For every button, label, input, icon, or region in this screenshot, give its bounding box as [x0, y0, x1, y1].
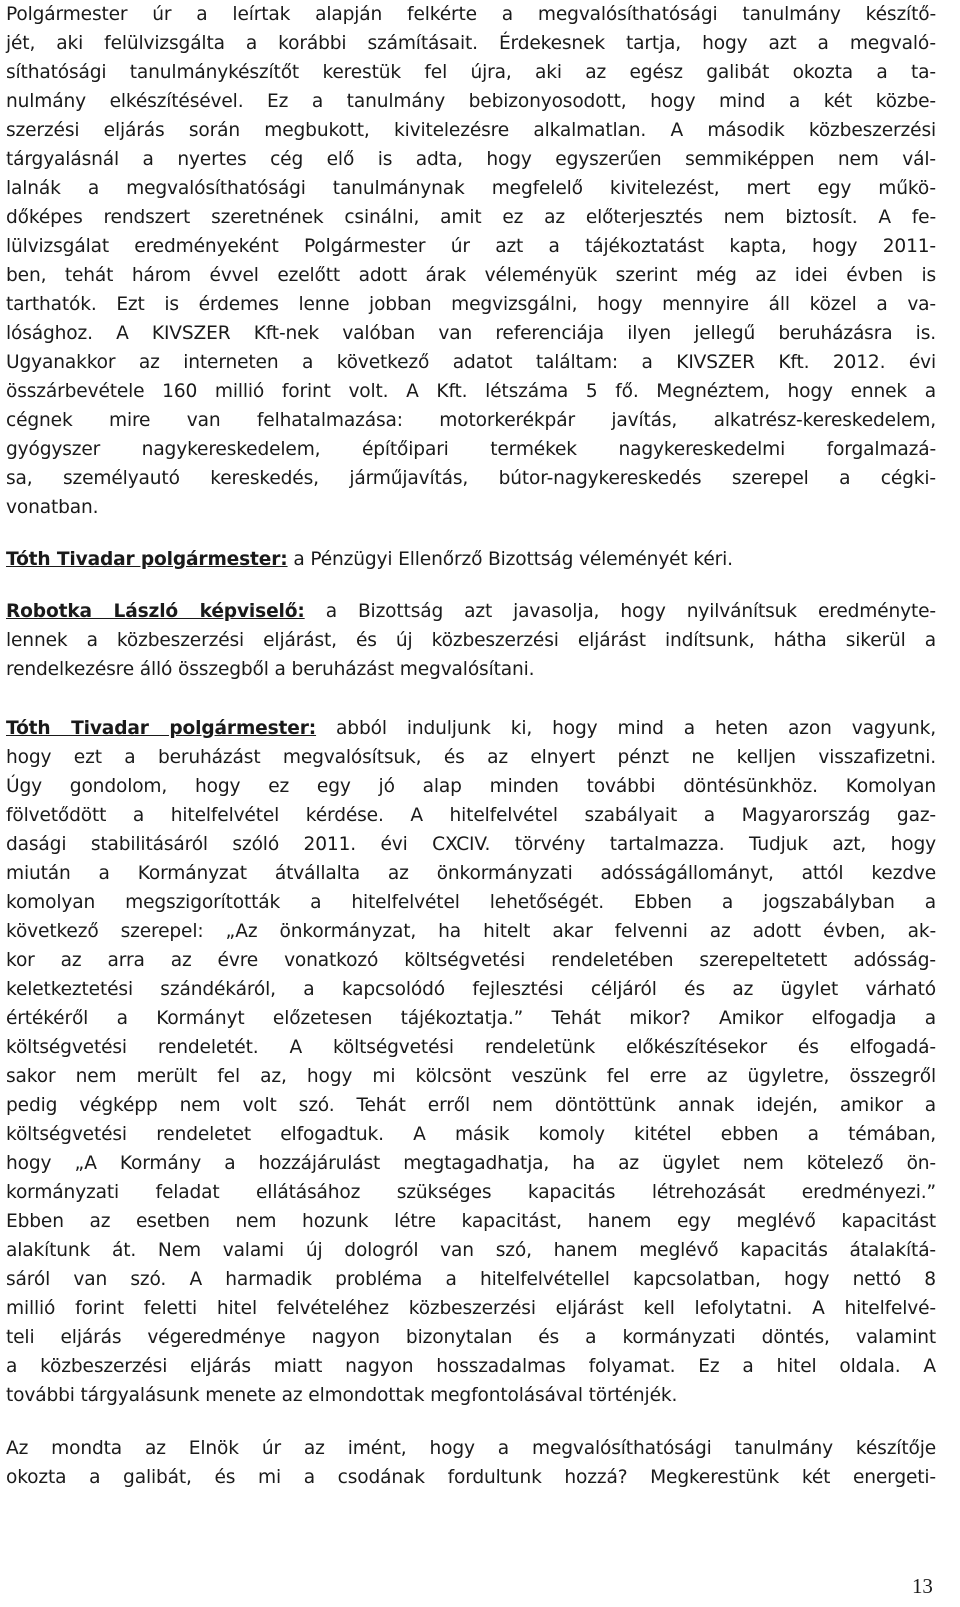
text-line: lülvizsgálat eredményeként Polgármester úr azt a tájékoztatást kapta, hogy 2011- — [6, 236, 936, 257]
text-line: kormányzati feladat ellátásához szükséges kapacitás létrehozását eredményezi.” — [6, 1182, 936, 1203]
text-line: teli eljárás végeredménye nagyon bizonytalan és a kormányzati döntés, valamint — [6, 1327, 936, 1348]
text-line: nulmány elkészítésével. Ez a tanulmány bebizonyosodott, hogy mind a két közbe- — [6, 91, 936, 112]
text-line: dőképes rendszert szeretnének csinálni, amit ez az előterjesztés nem biztosít. A fe- — [6, 207, 936, 228]
text-line: rendelkezésre álló összegből a beruházást megvalósítani. — [6, 659, 535, 680]
text-line: sáról van szó. A harmadik probléma a hitelfelvétellel kapcsolatban, hogy nettó 8 — [6, 1269, 936, 1290]
text-line: Ebben az esetben nem hozunk létre kapacitást, hanem egy meglévő kapacitást — [6, 1211, 936, 1232]
text-line: alakítunk át. Nem valami új dologról van szó, hanem meglévő kapacitás átalakítá- — [6, 1240, 936, 1261]
speaker-name: Tóth Tivadar polgármester: — [6, 718, 317, 739]
text-line: dasági stabilitásáról szóló 2011. évi CXCIV. törvény tartalmazza. Tudjuk azt, hogy — [6, 834, 936, 855]
text-line: síthatósági tanulmánykészítőt kerestük fel újra, aki az egész galibát okozta a ta- — [6, 62, 936, 83]
text-line: összárbevétele 160 millió forint volt. A Kft. létszáma 5 fő. Megnéztem, hogy ennek a — [6, 381, 936, 402]
text-line: a közbeszerzési eljárás miatt nagyon hosszadalmas folyamat. Ez a hitel oldala. A — [6, 1356, 936, 1377]
text-line: értékéről a Kormányt előzetesen tájékoztatja.” Tehát mikor? Amikor elfogadja a — [6, 1008, 936, 1029]
speaker-paragraph — [6, 597, 936, 626]
text-line: következő szerepel: „Az önkormányzat, ha hitelt akar felvenni az adott évben, ak- — [6, 921, 936, 942]
text-line: komolyan megszigorították a hitelfelvétel lehetőségét. Ebben a jogszabályban a — [6, 892, 936, 913]
text-line: cégnek mire van felhatalmazása: motorkerékpár javítás, alkatrész-kereskedelem, — [6, 410, 936, 431]
text-line: pedig végképp nem volt szó. Tehát erről nem döntöttünk annak idején, amikor a — [6, 1095, 936, 1116]
text-line: hogy ezt a beruházást megvalósítsuk, és az elnyert pénzt ne kelljen visszafizetni. — [6, 747, 936, 768]
speaker-text: a Pénzügyi Ellenőrző Bizottság véleményét kéri. — [287, 549, 733, 570]
text-line: lennek a közbeszerzési eljárást, és új közbeszerzési eljárást indítsunk, hátha sikerül a — [6, 630, 936, 651]
text-line: fölvetődött a hitelfelvétel kérdése. A hitelfelvétel szabályait a Magyarország gaz- — [6, 805, 936, 826]
text-line: szerzési eljárás során megbukott, kivitelezésre alkalmatlan. A második közbeszerzési — [6, 120, 936, 141]
speaker-name: Tóth Tivadar polgármester: — [6, 549, 288, 570]
speaker-text: abból induljunk ki, hogy mind a heten azon vagyunk, — [316, 718, 936, 739]
text-line: ben, tehát három évvel ezelőtt adott árak véleményük szerint még az idei évben is — [6, 265, 936, 286]
text-line: keletkeztetési szándékáról, a kapcsolódó fejlesztési céljáról és az ügylet várható — [6, 979, 936, 1000]
text-line: gyógyszer nagykereskedelem, építőipari termékek nagykereskedelmi forgalmazá- — [6, 439, 936, 460]
text-line: millió forint feletti hitel felvételéhez közbeszerzési eljárást kell lefolytatni. A hitelfelvé- — [6, 1298, 936, 1319]
text-line: lósághoz. A KIVSZER Kft-nek valóban van referenciája ilyen jellegű beruházásra is. — [6, 323, 936, 344]
text-line: Ugyanakkor az interneten a következő adatot találtam: a KIVSZER Kft. 2012. évi — [6, 352, 936, 373]
speaker-name: Robotka László képviselő: — [6, 601, 305, 622]
speaker-text: a Bizottság azt javasolja, hogy nyilvánítsuk eredményte- — [304, 601, 936, 622]
speaker-paragraph — [6, 545, 936, 574]
text-line: költségvetési rendeletet elfogadtuk. A másik komoly kitétel ebben a témában, — [6, 1124, 936, 1145]
text-line: Az mondta az Elnök úr az imént, hogy a megvalósíthatósági tanulmány készítője — [6, 1438, 936, 1459]
text-line: miután a Kormányzat átvállalta az önkormányzati adósságállományt, attól kezdve — [6, 863, 936, 884]
text-line: kor az arra az évre vonatkozó költségvetési rendeletében szerepeltetett adósság- — [6, 950, 936, 971]
text-line: Úgy gondolom, hogy ez egy jó alap minden további döntésünkhöz. Komolyan — [6, 776, 936, 797]
text-line: tárgyalásnál a nyertes cég elő is adta, hogy egyszerűen semmiképpen nem vál- — [6, 149, 936, 170]
text-line: vonatban. — [6, 497, 99, 518]
text-line: további tárgyalásunk menete az elmondottak megfontolásával történjék. — [6, 1385, 678, 1406]
text-line: sakor nem merült fel az, hogy mi kölcsönt veszünk fel erre az ügyletre, összegről — [6, 1066, 936, 1087]
page-number: 13 — [912, 1574, 933, 1598]
text-line: okozta a galibát, és mi a csodának fordultunk hozzá? Megkerestünk két energeti- — [6, 1467, 936, 1488]
text-line: Polgármester úr a leírtak alapján felkérte a megvalósíthatósági tanulmány készítő- — [6, 4, 936, 25]
speaker-paragraph — [6, 714, 936, 743]
text-line: hogy „A Kormány a hozzájárulást megtagadhatja, ha az ügylet nem kötelező ön- — [6, 1153, 936, 1174]
text-line: tarthatók. Ezt is érdemes lenne jobban megvizsgálni, hogy mennyire áll közel a va- — [6, 294, 936, 315]
text-line: sa, személyautó kereskedés, járműjavítás, bútor-nagykereskedés szerepel a cégki- — [6, 468, 936, 489]
text-line: jét, aki felülvizsgálta a korábbi számításait. Érdekesnek tartja, hogy azt a megvaló- — [6, 33, 936, 54]
text-line: költségvetési rendeletét. A költségvetési rendeletünk előkészítésekor és elfogadá- — [6, 1037, 936, 1058]
text-line: lalnák a megvalósíthatósági tanulmánynak megfelelő kivitelezést, mert egy műkö- — [6, 178, 936, 199]
